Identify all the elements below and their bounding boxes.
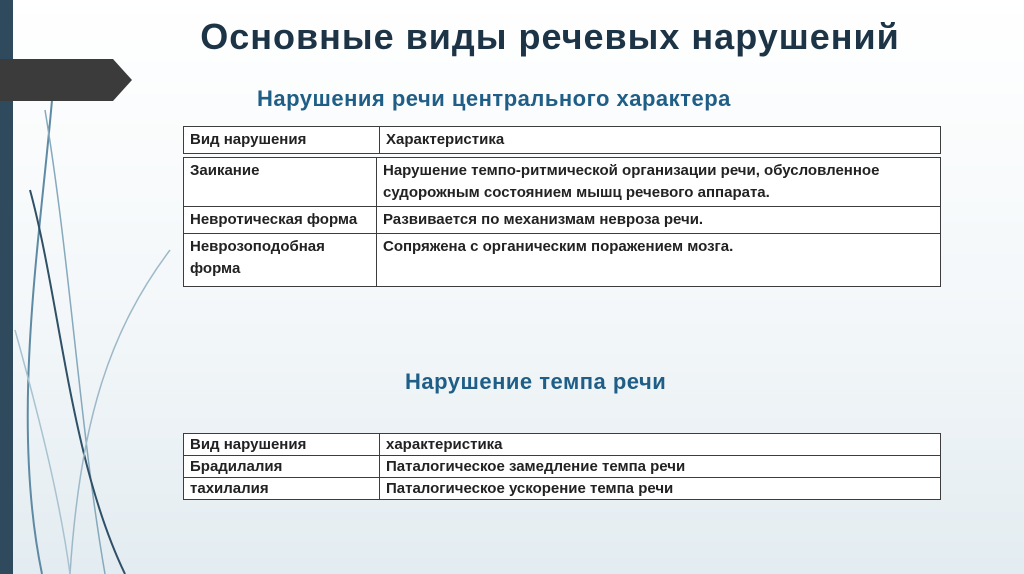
table-header-row — [184, 127, 941, 154]
table-row — [184, 207, 941, 234]
table-header-row — [184, 434, 941, 456]
section1-table — [183, 157, 941, 287]
cell-description: Паталогическое замедление темпа речи — [380, 456, 941, 478]
header-cell-description: Характеристика — [380, 127, 941, 154]
table-row — [184, 158, 941, 207]
slide-title: Основные виды речевых нарушений — [200, 16, 900, 57]
cell-type: Брадилалия — [184, 456, 380, 478]
cell-description: Нарушение темпо-ритмической организации речи, обусловленное судорожным состоянием мышц речевого аппарата. — [377, 158, 941, 207]
header-cell-type: Вид нарушения — [184, 434, 380, 456]
cell-description: Сопряжена с органическим поражением мозга. — [377, 234, 941, 287]
arrow-tab-decoration — [0, 59, 132, 101]
section2-heading: Нарушение темпа речи — [405, 369, 667, 394]
cell-type: Заикание — [184, 158, 377, 207]
cell-description: Паталогическое ускорение темпа речи — [380, 478, 941, 500]
section1-heading: Нарушения речи центрального характера — [257, 86, 731, 111]
header-cell-description: характеристика — [380, 434, 941, 456]
section1-header-table — [183, 126, 941, 154]
cell-description: Развивается по механизмам невроза речи. — [377, 207, 941, 234]
table-row — [184, 234, 941, 287]
cell-type: Невротическая форма — [184, 207, 377, 234]
table-row — [184, 478, 941, 500]
section2-table — [183, 433, 941, 500]
table-row — [184, 456, 941, 478]
cell-type: Неврозоподобная форма — [184, 234, 377, 287]
cell-type: тахилалия — [184, 478, 380, 500]
header-cell-type: Вид нарушения — [184, 127, 380, 154]
